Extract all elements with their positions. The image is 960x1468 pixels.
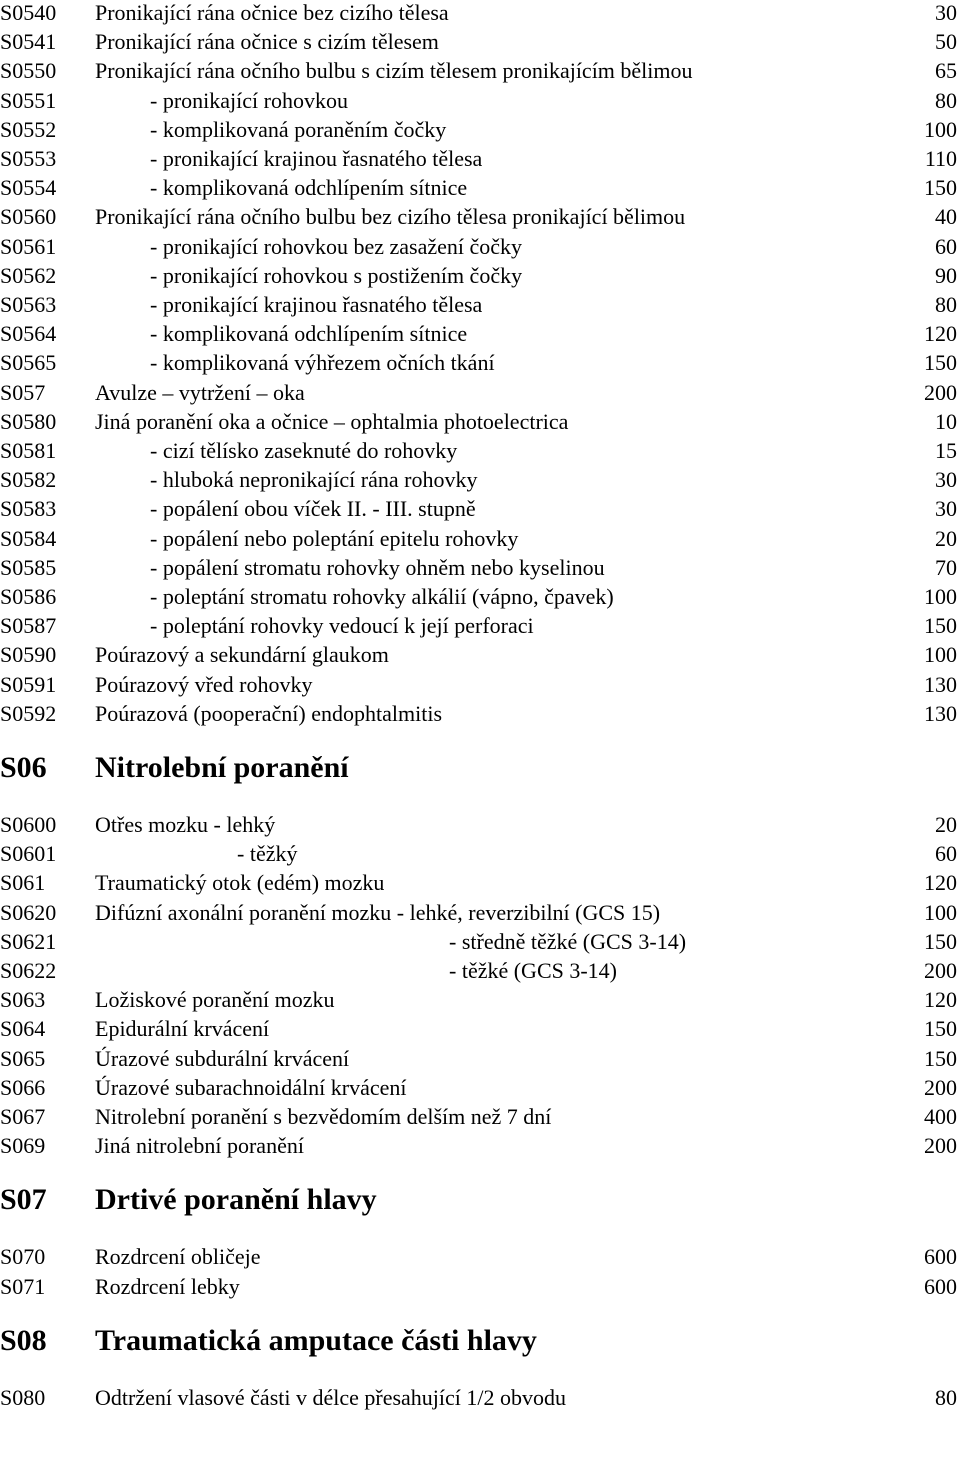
diagnosis-code: S071 [0, 1274, 46, 1299]
points-value: 200 [924, 1075, 957, 1100]
diagnosis-code: S0600 [0, 812, 57, 837]
injury-description: - komplikovaná poraněním čočky [150, 117, 447, 142]
section-code: S07 [0, 1183, 47, 1217]
points-value: 400 [924, 1104, 957, 1129]
diagnosis-code: S0541 [0, 29, 57, 54]
diagnosis-code: S0565 [0, 350, 57, 375]
diagnosis-code: S064 [0, 1016, 46, 1041]
diagnosis-code: S0581 [0, 438, 57, 463]
points-value: 130 [924, 701, 957, 726]
injury-description: - popálení nebo poleptání epitelu rohovky [150, 526, 519, 551]
points-value: 130 [924, 672, 957, 697]
injury-description: Pronikající rána očnice bez cizího tělesa [95, 0, 449, 25]
injury-description: Poúrazový vřed rohovky [95, 672, 313, 697]
diagnosis-code: S069 [0, 1133, 46, 1158]
injury-description: - středně těžké (GCS 3-14) [449, 929, 687, 954]
injury-description: - poleptání stromatu rohovky alkálií (vápno, čpavek) [150, 584, 614, 609]
injury-description: - popálení stromatu rohovky ohněm nebo kyselinou [150, 555, 605, 580]
diagnosis-code: S0601 [0, 841, 57, 866]
points-value: 100 [924, 642, 957, 667]
table-row [0, 524, 957, 553]
points-value: 110 [924, 146, 957, 171]
points-value: 120 [924, 321, 957, 346]
section-heading [0, 748, 957, 788]
points-value: 80 [935, 292, 957, 317]
table-row [0, 868, 957, 897]
section-title: Drtivé poranění hlavy [95, 1183, 377, 1217]
diagnosis-code: S057 [0, 380, 46, 405]
injury-description: Jiná poranění oka a očnice – ophtalmia photoelectrica [95, 409, 569, 434]
diagnosis-code: S0590 [0, 642, 57, 667]
points-value: 60 [935, 841, 957, 866]
diagnosis-code: S0580 [0, 409, 57, 434]
points-value: 150 [924, 350, 957, 375]
points-value: 150 [924, 929, 957, 954]
table-row [0, 261, 957, 290]
diagnosis-code: S0561 [0, 234, 57, 259]
diagnosis-code: S0553 [0, 146, 57, 171]
table-row [0, 839, 957, 868]
injury-description: - poleptání rohovky vedoucí k její perforaci [150, 613, 534, 638]
diagnosis-code: S066 [0, 1075, 46, 1100]
injury-description: - hluboká nepronikající rána rohovky [150, 467, 478, 492]
table-row [0, 1272, 957, 1301]
table-row [0, 290, 957, 319]
diagnosis-code: S061 [0, 870, 46, 895]
injury-description: - pronikající krajinou řasnatého tělesa [150, 146, 483, 171]
points-value: 90 [935, 263, 957, 288]
injury-description: - pronikající rohovkou s postižením čočky [150, 263, 523, 288]
injury-description: Pronikající rána očního bulbu s cizím tělesem pronikajícím bělimou [95, 58, 693, 83]
points-value: 65 [935, 58, 957, 83]
injury-description: Odtržení vlasové části v délce přesahující 1/2 obvodu [95, 1385, 567, 1410]
points-value: 80 [935, 88, 957, 113]
table-row [0, 582, 957, 611]
table-row [0, 56, 957, 85]
injury-description: Traumatický otok (edém) mozku [95, 870, 385, 895]
points-value: 150 [924, 613, 957, 638]
table-row [0, 985, 957, 1014]
diagnosis-code: S0564 [0, 321, 57, 346]
diagnosis-code: S080 [0, 1385, 46, 1410]
table-row [0, 1073, 957, 1102]
points-value: 200 [924, 1133, 957, 1158]
table-row [0, 407, 957, 436]
points-value: 20 [935, 526, 957, 551]
injury-description: Otřes mozku - lehký [95, 812, 276, 837]
points-value: 120 [924, 987, 957, 1012]
injury-description: - pronikající krajinou řasnatého tělesa [150, 292, 483, 317]
points-value: 150 [924, 175, 957, 200]
injury-description: - cizí tělísko zaseknuté do rohovky [150, 438, 458, 463]
injury-description: Epidurální krvácení [95, 1016, 270, 1041]
injury-description: Rozdrcení obličeje [95, 1244, 261, 1269]
diagnosis-code: S0621 [0, 929, 57, 954]
points-value: 100 [924, 584, 957, 609]
table-row [0, 173, 957, 202]
injury-description: Pronikající rána očnice s cizím tělesem [95, 29, 439, 54]
table-row [0, 27, 957, 56]
diagnosis-code: S067 [0, 1104, 46, 1129]
diagnosis-code: S0554 [0, 175, 57, 200]
injury-description: - těžké (GCS 3-14) [449, 958, 618, 983]
injury-description: Poúrazový a sekundární glaukom [95, 642, 389, 667]
points-value: 10 [935, 409, 957, 434]
injury-description: Jiná nitrolební poranění [95, 1133, 304, 1158]
injury-description: - pronikající rohovkou [150, 88, 348, 113]
table-row [0, 640, 957, 669]
section-title: Nitrolební poranění [95, 751, 349, 784]
diagnosis-code: S0591 [0, 672, 57, 697]
diagnosis-code: S0586 [0, 584, 57, 609]
diagnosis-code: S0540 [0, 0, 57, 25]
diagnosis-code: S0582 [0, 467, 57, 492]
injury-description: Difúzní axonální poranění mozku - lehké, reverzibilní (GCS 15) [95, 900, 661, 925]
diagnosis-code: S0622 [0, 958, 57, 983]
diagnosis-code: S0550 [0, 58, 57, 83]
injury-description: Pronikající rána očního bulbu bez cizího tělesa pronikající bělimou [95, 204, 686, 229]
points-value: 200 [924, 380, 957, 405]
points-value: 70 [935, 555, 957, 580]
table-row [0, 810, 957, 839]
points-value: 20 [935, 812, 957, 837]
table-row [0, 202, 957, 231]
table-row [0, 348, 957, 377]
table-row [0, 494, 957, 523]
diagnosis-code: S0592 [0, 701, 57, 726]
table-row [0, 670, 957, 699]
table-row [0, 436, 957, 465]
points-value: 600 [924, 1274, 957, 1299]
injury-description: - komplikovaná odchlípením sítnice [150, 175, 468, 200]
diagnosis-code: S0583 [0, 496, 57, 521]
diagnosis-code: S0562 [0, 263, 57, 288]
points-value: 80 [935, 1385, 957, 1410]
points-value: 15 [935, 438, 957, 463]
table-row [0, 1242, 957, 1271]
points-value: 30 [935, 496, 957, 521]
section-code: S06 [0, 751, 47, 784]
injury-description: Úrazové subdurální krvácení [95, 1046, 350, 1071]
points-value: 600 [924, 1244, 957, 1269]
diagnosis-code: S0563 [0, 292, 57, 317]
table-row [0, 232, 957, 261]
diagnosis-code: S0585 [0, 555, 57, 580]
table-row [0, 378, 957, 407]
diagnosis-code: S065 [0, 1046, 46, 1071]
diagnosis-code: S0584 [0, 526, 57, 551]
points-value: 200 [924, 958, 957, 983]
table-row [0, 553, 957, 582]
table-row [0, 465, 957, 494]
injury-description: - popálení obou víček II. - III. stupně [150, 496, 476, 521]
table-row [0, 699, 957, 728]
table-row [0, 956, 957, 985]
table-row [0, 0, 957, 27]
table-row [0, 611, 957, 640]
injury-description: - komplikovaná výhřezem očních tkání [150, 350, 495, 375]
table-row [0, 1131, 957, 1160]
section-heading [0, 1180, 957, 1220]
points-value: 150 [924, 1046, 957, 1071]
table-row [0, 898, 957, 927]
injury-description: - pronikající rohovkou bez zasažení čočky [150, 234, 523, 259]
diagnosis-code: S063 [0, 987, 46, 1012]
points-value: 40 [935, 204, 957, 229]
diagnosis-code: S0620 [0, 900, 57, 925]
points-value: 60 [935, 234, 957, 259]
section-heading [0, 1321, 957, 1361]
diagnosis-code: S0587 [0, 613, 57, 638]
table-row [0, 1383, 957, 1412]
table-row [0, 1102, 957, 1131]
points-value: 100 [924, 117, 957, 142]
points-value: 150 [924, 1016, 957, 1041]
injury-description: - těžký [237, 841, 298, 866]
injury-description: Nitrolební poranění s bezvědomím delším než 7 dní [95, 1104, 552, 1129]
points-value: 120 [924, 870, 957, 895]
injury-description: Avulze – vytržení – oka [95, 380, 305, 405]
table-row [0, 144, 957, 173]
diagnosis-code: S0552 [0, 117, 57, 142]
diagnosis-code: S0551 [0, 88, 57, 113]
table-row [0, 319, 957, 348]
section-title: Traumatická amputace části hlavy [95, 1323, 537, 1357]
points-value: 30 [935, 467, 957, 492]
injury-description: - komplikovaná odchlípením sítnice [150, 321, 468, 346]
diagnosis-code: S070 [0, 1244, 46, 1269]
injury-description: Ložiskové poranění mozku [95, 987, 335, 1012]
table-row [0, 1014, 957, 1043]
table-row [0, 927, 957, 956]
injury-description: Poúrazová (pooperační) endophtalmitis [95, 701, 443, 726]
table-row [0, 1044, 957, 1073]
points-value: 30 [935, 0, 957, 25]
points-value: 50 [935, 29, 957, 54]
injury-description: Úrazové subarachnoidální krvácení [95, 1075, 407, 1100]
section-code: S08 [0, 1323, 47, 1357]
table-row [0, 115, 957, 144]
table-row [0, 86, 957, 115]
points-value: 100 [924, 900, 957, 925]
diagnosis-code: S0560 [0, 204, 57, 229]
injury-description: Rozdrcení lebky [95, 1274, 240, 1299]
